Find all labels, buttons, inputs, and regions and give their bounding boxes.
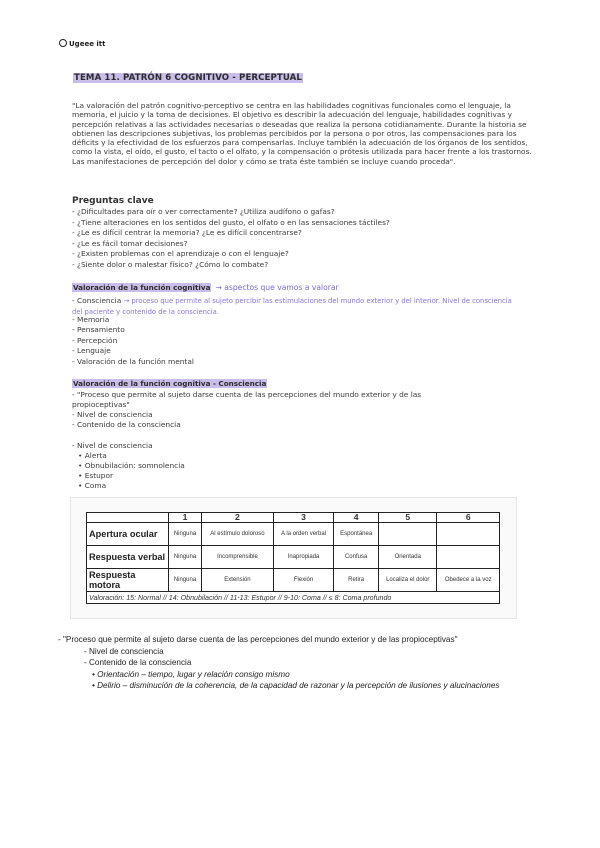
valoracion-heading — [72, 283, 339, 292]
table-footer-row — [87, 592, 500, 604]
table-cell: Extensión — [202, 569, 274, 592]
list-item: - Pensamiento — [72, 325, 125, 335]
table-header-cell: 4 — [334, 513, 379, 523]
list-item: - "Proceso que permite al sujeto darse cuenta de las percepciones del mundo exterior y de las propioceptivas" — [72, 390, 422, 409]
table-cell: Incomprensible — [202, 546, 274, 569]
list-item: - Memoria — [72, 315, 110, 324]
list-item: - ¿Le es difícil centrar la memoria? ¿Le es difícil concentrarse? — [72, 228, 302, 238]
table-cell: Ninguna — [169, 523, 202, 546]
list-item: - ¿Tiene alteraciones en los sentidos del gusto, el olfato o en las sensaciones táctiles? — [72, 217, 390, 227]
consciencia-note: → proceso que permite al sujeto percibir las estimulaciones del mundo exterior y del interior. Nivel de consciencia del paciente y contenido de la consciencia. — [72, 297, 512, 316]
table-header-cell: 5 — [379, 513, 437, 523]
valoracion-list — [72, 315, 194, 367]
intro-paragraph: "La valoración del patrón cognitivo-perceptivo se centra en las habilidades cognitivas funcionales como el lenguaje, la memoria, el juicio y la toma de decisiones. El objetivo es describir la adecuación del lenguaje, habilidades cognitivas y percepción relativas a las actividades necesarias o deseadas que realiza la persona cotidianamente. Durante la historia se obtienen las descripciones subjetivas, los problemas percibidos por la persona o por otros, las compensaciones para los déficits y la efectividad de los esfuerzos para compensarlas. Incluye también la adecuación de los órganos de los sentidos, como la vista, el oído, el gusto, el tacto o el olfato, y la compensación o prótesis utilizada para hacer frente a los trastornos. Las manifestaciones de percepción del dolor y cómo se trata éste también se incluye cuando proceda". — [72, 101, 532, 166]
consciencia-heading — [72, 379, 267, 388]
consciencia-list — [72, 390, 472, 430]
list-item: • Delirio – disminución de la coherencia, de la capacidad de razonar y la percepción de ilusiones y alucinaciones — [92, 681, 500, 690]
list-item: - Lenguaje — [72, 346, 111, 356]
table-cell: Retira — [334, 569, 379, 592]
row-label: Respuesta motora — [87, 569, 169, 592]
list-item: • Orientación – tiempo, lugar y relación consigo mismo — [92, 669, 290, 679]
list-item: • Coma — [78, 481, 107, 490]
table-cell: Al estímulo doloroso — [202, 523, 274, 546]
table-cell: Localiza el dolor — [379, 569, 437, 592]
table-cell — [437, 523, 500, 546]
list-item: - ¿Existen problemas con el aprendizaje o con el lenguaje? — [72, 249, 289, 259]
valoracion-heading-text: Valoración de la función cognitiva — [73, 283, 211, 292]
table-cell: Espontánea — [334, 523, 379, 546]
consciencia-label: - Consciencia — [72, 296, 122, 305]
list-item: - Percepción — [72, 335, 118, 345]
row-label: Respuesta verbal — [87, 546, 169, 569]
brand-name: Ugeee itt — [69, 40, 106, 48]
table-header-cell: 2 — [202, 513, 274, 523]
table-cell: Obedece a la voz — [437, 569, 500, 592]
consciencia-heading-text: Valoración de la función cognitiva - Consciencia — [73, 379, 267, 388]
list-item: - ¿Le es fácil tomar decisiones? — [72, 238, 188, 248]
list-item: - "Proceso que permite al sujeto darse cuenta de las percepciones del mundo exterior y de las propioceptivas" — [58, 635, 458, 644]
table-header-row — [87, 513, 500, 523]
list-item: - Nivel de consciencia — [72, 409, 153, 419]
list-item: - Contenido de la consciencia — [84, 658, 192, 667]
table-cell: Confusa — [334, 546, 379, 569]
table-row — [87, 523, 500, 546]
glasgow-scoring-note: Valoración: 15: Normal // 14: Obnubilación // 11-13: Estupor // 9-10: Coma // ≤ 8: Coma profundo — [87, 592, 500, 604]
list-item: • Estupor — [78, 471, 114, 480]
table-cell: A la orden verbal — [273, 523, 333, 546]
brand — [59, 39, 105, 48]
table-header-cell: 6 — [437, 513, 500, 523]
table-cell: Orientada — [379, 546, 437, 569]
valoracion-note: → aspectos que vamos a valorar — [215, 283, 339, 292]
bottom-summary-list — [58, 634, 502, 692]
list-item: • Obnubilación: somnolencia — [78, 461, 185, 470]
list-item: - Valoración de la función mental — [72, 356, 194, 366]
table-cell: Flexión — [273, 569, 333, 592]
page-title: TEMA 11. PATRÓN 6 COGNITIVO - PERCEPTUAL — [74, 73, 303, 83]
table-header-cell — [87, 513, 169, 523]
consciencia-definition — [72, 296, 512, 317]
table-cell: Inapropiada — [273, 546, 333, 569]
nivel-title: - Nivel de consciencia — [72, 441, 153, 450]
list-item: - Contenido de la consciencia — [72, 419, 181, 429]
table-row — [87, 569, 500, 592]
list-item: • Alerta — [78, 451, 107, 460]
questions-list — [72, 207, 390, 271]
glasgow-table — [86, 512, 500, 604]
table-row — [87, 546, 500, 569]
table-cell: Ninguna — [169, 569, 202, 592]
questions-title: Preguntas clave — [72, 196, 154, 206]
list-item: - ¿Dificultades para oír o ver correctamente? ¿Utiliza audífono o gafas? — [72, 207, 335, 216]
table-cell — [437, 546, 500, 569]
table-header-cell: 3 — [273, 513, 333, 523]
list-item: - ¿Siente dolor o malestar físico? ¿Cómo lo combate? — [72, 259, 269, 269]
table-cell: Ninguna — [169, 546, 202, 569]
table-cell — [379, 523, 437, 546]
copyright-circle-icon — [59, 39, 67, 47]
row-label: Apertura ocular — [87, 523, 169, 546]
list-item: - Nivel de consciencia — [84, 646, 164, 656]
nivel-list — [72, 441, 185, 491]
table-header-cell: 1 — [169, 513, 202, 523]
